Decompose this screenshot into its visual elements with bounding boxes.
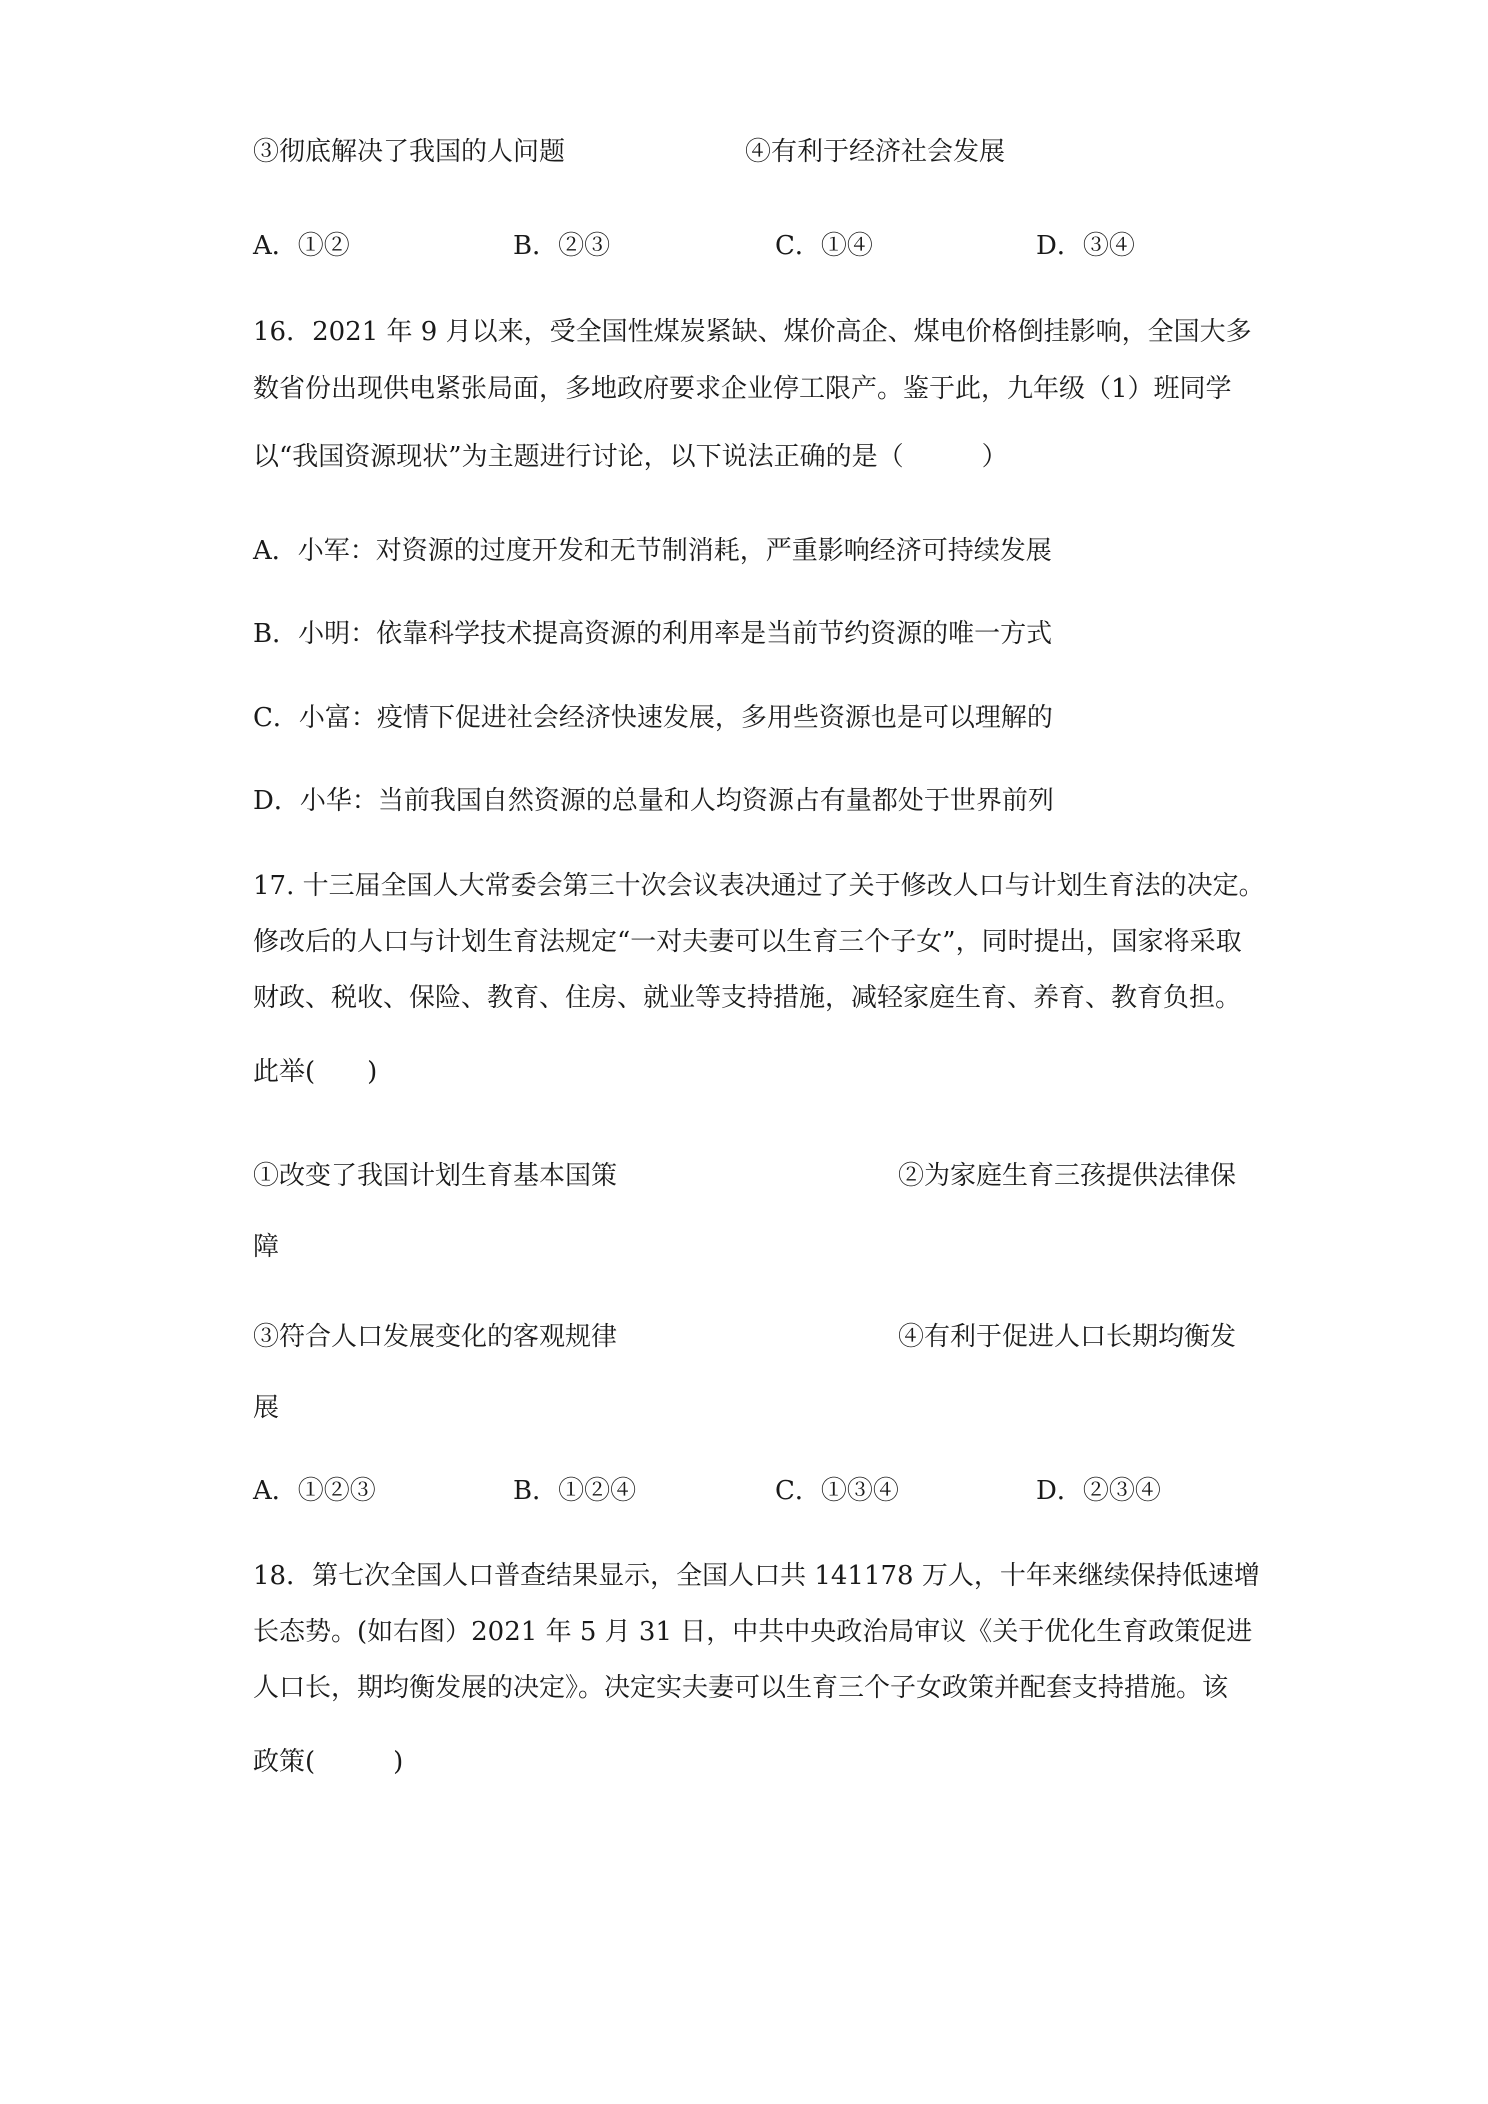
q17-option-c: C．①③④ bbox=[775, 1476, 899, 1506]
q17-item-1: ①改变了我国计划生育基本国策 bbox=[253, 1161, 618, 1191]
q17-option-b: B．①②④ bbox=[513, 1476, 637, 1506]
q17-stem-line-4: 此举( ) bbox=[253, 1057, 378, 1087]
q17-item-2: ②为家庭生育三孩提供法律保 bbox=[898, 1161, 1237, 1191]
q15-item-3: ③彻底解决了我国的人问题 bbox=[253, 137, 566, 167]
q18-stem-line-2: 长态势。(如右图）2021 年 5 月 31 日，中共中央政治局审议《关于优化生育政策促进 bbox=[253, 1617, 1253, 1647]
q17-item-3: ③符合人口发展变化的客观规律 bbox=[253, 1322, 618, 1352]
q15-option-c: C．①④ bbox=[775, 231, 873, 261]
q17-stem-line-3: 财政、税收、保险、教育、住房、就业等支持措施，减轻家庭生育、养育、教育负担。 bbox=[253, 983, 1242, 1013]
q15-option-b: B．②③ bbox=[513, 231, 611, 261]
q17-item-4: ④有利于促进人口长期均衡发 bbox=[898, 1322, 1237, 1352]
q15-item-4: ④有利于经济社会发展 bbox=[745, 137, 1006, 167]
q18-stem-line-1: 18．第七次全国人口普查结果显示，全国人口共 141178 万人，十年来继续保持低速增 bbox=[253, 1561, 1260, 1591]
q17-option-d: D．②③④ bbox=[1036, 1476, 1161, 1506]
q16-option-c: C．小富：疫情下促进社会经济快速发展，多用些资源也是可以理解的 bbox=[253, 703, 1053, 733]
q17-stem-line-1: 17. 十三届全国人大常委会第三十次会议表决通过了关于修改人口与计划生育法的决定。 bbox=[253, 871, 1265, 901]
q17-option-a: A．①②③ bbox=[253, 1476, 376, 1506]
q15-option-a: A．①② bbox=[253, 231, 350, 261]
q17-item-2-wrap: 障 bbox=[253, 1232, 280, 1262]
q17-item-4-wrap: 展 bbox=[253, 1393, 280, 1423]
q16-stem-line-3: 以“我国资源现状”为主题进行讨论，以下说法正确的是（ ） bbox=[253, 442, 1008, 472]
q16-stem-line-2: 数省份出现供电紧张局面，多地政府要求企业停工限产。鉴于此，九年级（1）班同学 bbox=[253, 374, 1232, 404]
q17-stem-line-2: 修改后的人口与计划生育法规定“一对夫妻可以生育三个子女”，同时提出，国家将采取 bbox=[253, 927, 1242, 957]
q16-option-a: A．小军：对资源的过度开发和无节制消耗，严重影响经济可持续发展 bbox=[253, 536, 1052, 566]
q18-stem-line-4: 政策( ) bbox=[253, 1747, 404, 1777]
q16-option-b: B．小明：依靠科学技术提高资源的利用率是当前节约资源的唯一方式 bbox=[253, 619, 1053, 649]
q15-option-d: D．③④ bbox=[1036, 231, 1135, 261]
q18-stem-line-3: 人口长，期均衡发展的决定》。决定实夫妻可以生育三个子女政策并配套支持措施。该 bbox=[253, 1673, 1229, 1703]
q16-stem-line-1: 16．2021 年 9 月以来，受全国性煤炭紧缺、煤价高企、煤电价格倒挂影响，全国大多 bbox=[253, 317, 1252, 347]
q16-option-d: D．小华：当前我国自然资源的总量和人均资源占有量都处于世界前列 bbox=[253, 786, 1054, 816]
